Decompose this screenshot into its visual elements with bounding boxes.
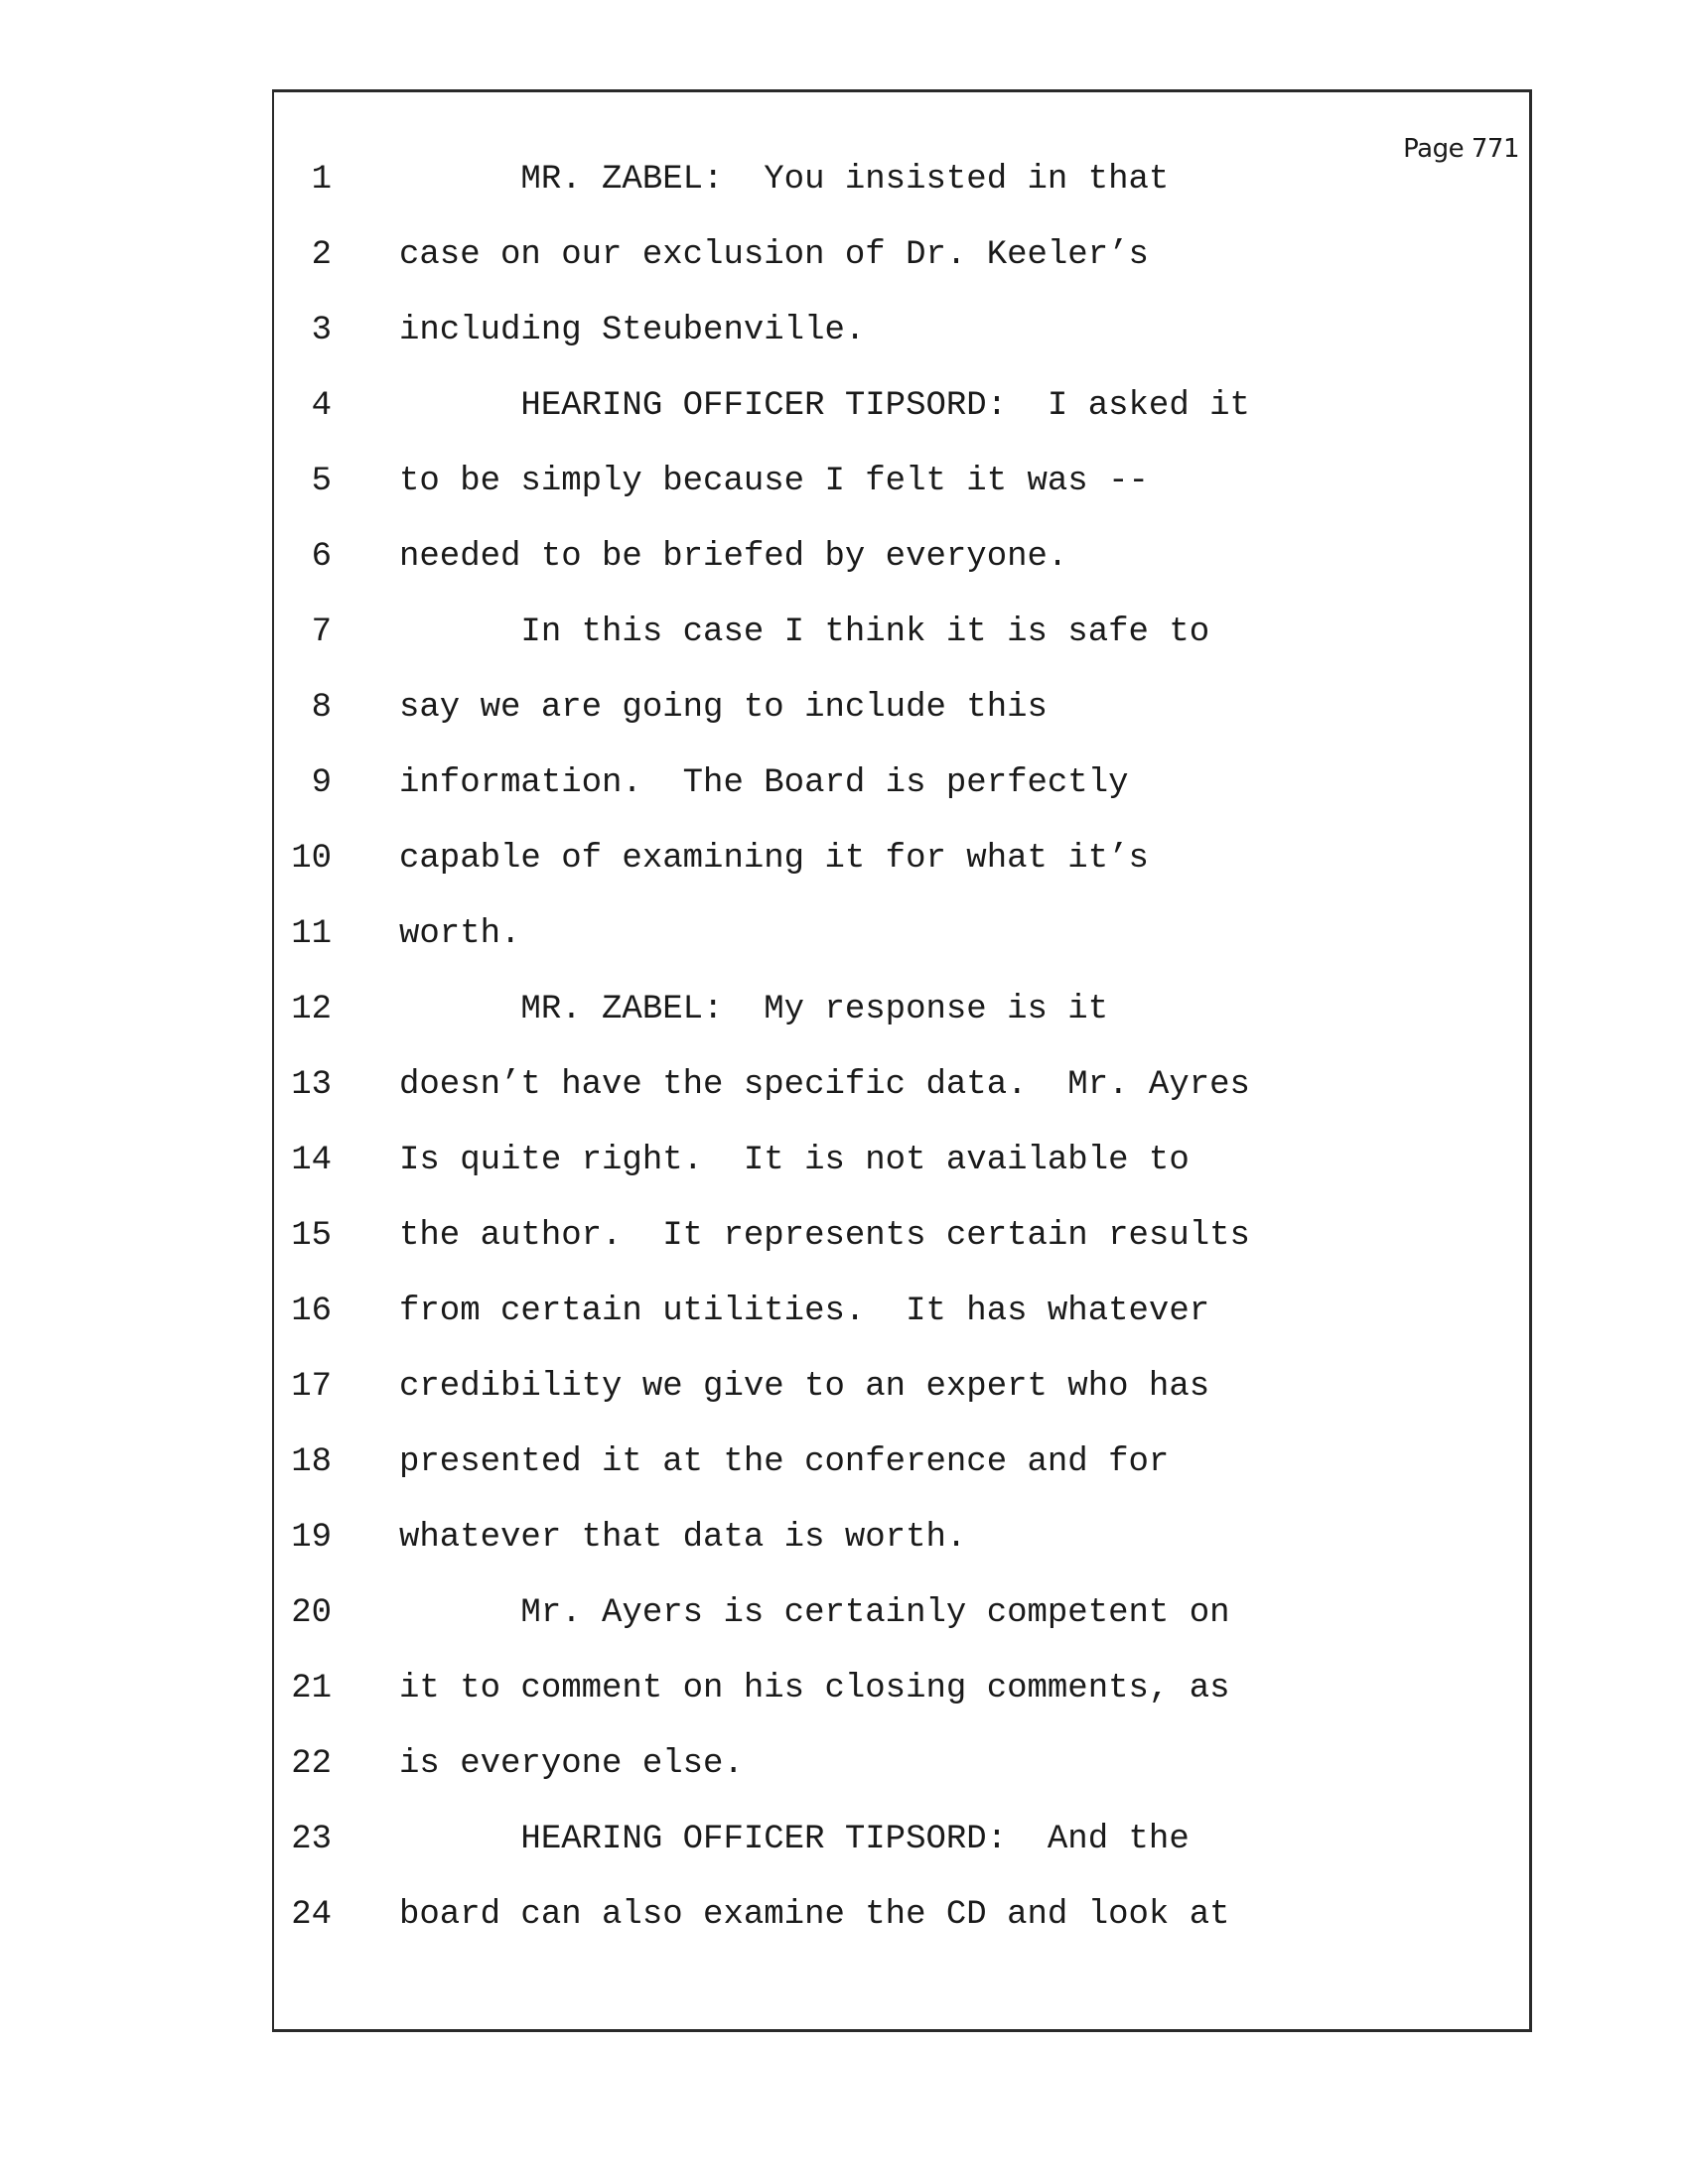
transcript-line (0, 236, 1684, 312)
line-text: HEARING OFFICER TIPSORD: And the (399, 1821, 1190, 1858)
line-number: 12 (291, 991, 332, 1028)
line-number: 19 (291, 1519, 332, 1557)
line-text: capable of examining it for what it’s (399, 840, 1149, 878)
line-text: to be simply because I felt it was -- (399, 463, 1149, 500)
line-number: 4 (311, 387, 332, 425)
line-number: 11 (291, 915, 332, 953)
line-text: credibility we give to an expert who has (399, 1368, 1210, 1406)
transcript-line (0, 387, 1684, 463)
page-number: Page 771 (1403, 134, 1519, 164)
line-number: 7 (311, 614, 332, 651)
transcript-line (0, 1142, 1684, 1217)
transcript-line (0, 1821, 1684, 1896)
transcript-line (0, 840, 1684, 915)
line-text: whatever that data is worth. (399, 1519, 967, 1557)
line-text: Mr. Ayers is certainly competent on (399, 1594, 1230, 1632)
line-text: is everyone else. (399, 1745, 744, 1783)
line-number: 22 (291, 1745, 332, 1783)
transcript-line (0, 312, 1684, 387)
line-number: 14 (291, 1142, 332, 1179)
line-text: presented it at the conference and for (399, 1443, 1170, 1481)
line-number: 16 (291, 1293, 332, 1330)
line-number: 21 (291, 1670, 332, 1707)
line-text: In this case I think it is safe to (399, 614, 1210, 651)
line-text: Is quite right. It is not available to (399, 1142, 1190, 1179)
line-text: MR. ZABEL: My response is it (399, 991, 1109, 1028)
line-number: 2 (311, 236, 332, 274)
transcript-line (0, 991, 1684, 1066)
line-text: information. The Board is perfectly (399, 764, 1129, 802)
transcript-line (0, 1368, 1684, 1443)
transcript-line (0, 1896, 1684, 1972)
line-text: doesn’t have the specific data. Mr. Ayres (399, 1066, 1250, 1104)
line-text: needed to be briefed by everyone. (399, 538, 1068, 576)
line-number: 3 (311, 312, 332, 349)
line-number: 18 (291, 1443, 332, 1481)
line-text: HEARING OFFICER TIPSORD: I asked it (399, 387, 1250, 425)
line-number: 8 (311, 689, 332, 727)
line-text: board can also examine the CD and look at (399, 1896, 1230, 1934)
line-text: say we are going to include this (399, 689, 1048, 727)
line-text: the author. It represents certain results (399, 1217, 1250, 1255)
line-number: 23 (291, 1821, 332, 1858)
line-text: including Steubenville. (399, 312, 866, 349)
transcript-line (0, 1443, 1684, 1519)
transcript-line (0, 538, 1684, 614)
line-number: 10 (291, 840, 332, 878)
line-number: 13 (291, 1066, 332, 1104)
transcript-line (0, 463, 1684, 538)
line-text: worth. (399, 915, 521, 953)
line-text: from certain utilities. It has whatever (399, 1293, 1210, 1330)
transcript-line (0, 1217, 1684, 1293)
transcript-line (0, 1670, 1684, 1745)
transcript-line (0, 1745, 1684, 1821)
line-number: 24 (291, 1896, 332, 1934)
line-number: 15 (291, 1217, 332, 1255)
line-text: MR. ZABEL: You insisted in that (399, 161, 1170, 199)
line-number: 6 (311, 538, 332, 576)
line-number: 9 (311, 764, 332, 802)
transcript-line (0, 764, 1684, 840)
transcript-line (0, 1293, 1684, 1368)
transcript-line (0, 689, 1684, 764)
line-number: 17 (291, 1368, 332, 1406)
transcript-line (0, 915, 1684, 991)
line-number: 5 (311, 463, 332, 500)
transcript-line (0, 1066, 1684, 1142)
line-text: case on our exclusion of Dr. Keeler’s (399, 236, 1149, 274)
line-number: 1 (311, 161, 332, 199)
transcript-line (0, 1519, 1684, 1594)
transcript-line (0, 161, 1684, 236)
transcript-line (0, 1594, 1684, 1670)
line-number: 20 (291, 1594, 332, 1632)
transcript-line (0, 614, 1684, 689)
line-text: it to comment on his closing comments, as (399, 1670, 1230, 1707)
